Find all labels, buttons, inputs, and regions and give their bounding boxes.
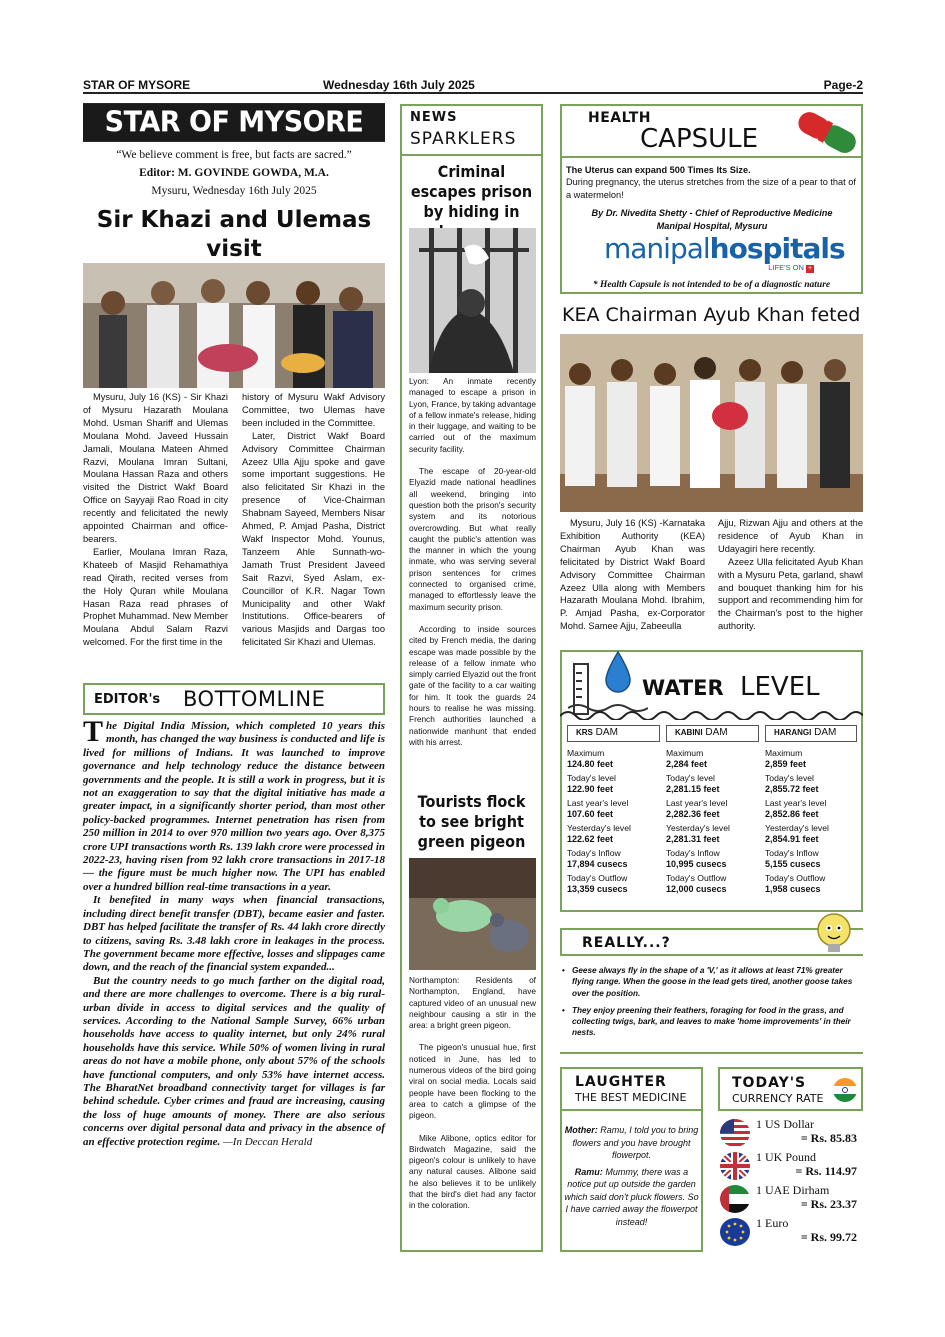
story2-para: Mike Alibone, optics editor for Birdwatch Magazine, said the pigeon's colour is unlikely to have any natural causes. Alibone said he also believes it to be unlikely that the bird's diet had any factor in the coloration. (409, 1132, 536, 1211)
health-byline-1: By Dr. Nivedita Shetty - Chief of Reproductive Medicine (591, 208, 833, 219)
dam-row-label: Maximum (666, 748, 704, 758)
dam-row (765, 823, 857, 845)
dam-row-value: 2,281.31 feet (666, 834, 720, 844)
dam-name (666, 725, 759, 742)
dam-row-label: Yesterday's level (567, 823, 631, 833)
dam-row (567, 848, 660, 870)
dam-row-value: 12,000 cusecs (666, 884, 727, 894)
kea-para: Mysuru, July 16 (KS) -Karnataka Exhibition Authority (KEA) Chairman Ayub Khan was felicitated by District Wakf Board Advisory Committee Chairman Azeez Ulla along with Members Hazarath Moulana Mohd. Ibrahim, P. Amjad Pasha, ex-Corporator Mohd. Samee Ajju, Zabeeulla (560, 518, 705, 632)
dam-row-value: 1,958 cusecs (765, 884, 821, 894)
prison-photo (409, 228, 536, 373)
dam-row-label: Today's Inflow (567, 848, 621, 858)
prison-bars-image (409, 228, 536, 373)
capsule-icon (792, 108, 864, 158)
editorial-body (83, 715, 385, 1149)
sparklers-story2-headline: Tourists flock to see bright green pigeon (417, 792, 526, 851)
dam-row-label: Yesterday's level (765, 823, 829, 833)
health-disclaimer: * Health Capsule is not intended to be of a diagnostic nature (592, 280, 831, 290)
currency-row (720, 1117, 863, 1147)
dam-row (666, 748, 759, 770)
lead-para: Earlier, Moulana Imran Raza, Khateeb of Masjid Rehamathiya read Qirath, recited verses from the Holy Quran while Moulana Hasan Raza read phrases of Prophet Muhammad. New Member Moulana Abdul Salam Razvi welcomed. For the first time in the (83, 546, 228, 648)
laughter-body (564, 1124, 699, 1228)
manipal-logo-part2: hospitals (709, 232, 845, 265)
dam-row-value: 2,854.91 feet (765, 834, 819, 844)
dam-row-value: 107.60 feet (567, 809, 614, 819)
dam-row (666, 823, 759, 845)
dam-row-label: Today's Inflow (666, 848, 720, 858)
dam-row (666, 873, 759, 895)
dam-row-label: Last year's level (666, 798, 728, 808)
pigeon-photo (409, 858, 536, 970)
sparklers-label-1: NEWS (410, 110, 458, 125)
editorial-dropcap: T (83, 715, 104, 748)
dam-row-label: Today's level (666, 773, 715, 783)
uae-flag-icon (720, 1185, 750, 1213)
dam-row-value: 17,894 cusecs (567, 859, 628, 869)
dam-name (567, 725, 660, 742)
dam-row-label: Yesterday's level (666, 823, 730, 833)
sparklers-label (400, 104, 543, 156)
dam-harangi (765, 725, 857, 895)
dam-row-label: Maximum (567, 748, 605, 758)
sparklers-story1-body (409, 376, 536, 759)
masthead-dateline: Mysuru, Wednesday 16th July 2025 (151, 185, 317, 197)
currency-value: = Rs. 114.97 (795, 1164, 857, 1178)
story2-para: The pigeon's unusual hue, first noticed in June, has led to numerous videos of the bird going viral on social media. Locals said people have been flocking to the area to catch a glimpse of the pigeon. (409, 1042, 536, 1121)
dam-name-rest: DAM (814, 727, 837, 738)
dam-row-label: Today's level (765, 773, 814, 783)
laughter-line (564, 1166, 699, 1229)
dam-row (567, 873, 660, 895)
health-title: The Uterus can expand 500 Times Its Size. (566, 165, 751, 175)
us-flag-icon (720, 1119, 750, 1147)
currency-row (720, 1183, 863, 1213)
dam-row (666, 773, 759, 795)
header-paper-name: STAR OF MYSORE (83, 78, 191, 92)
currency-name: 1 UAE Dirham (756, 1183, 830, 1197)
currency-name: 1 UK Pound (756, 1150, 817, 1164)
dam-row-value: 2,282.36 feet (666, 809, 720, 819)
really-divider (560, 1052, 863, 1054)
laughter-label (560, 1067, 703, 1111)
dam-kabini (666, 725, 759, 895)
laughter-speaker: Ramu: (574, 1166, 603, 1177)
laughter-label-1: LAUGHTER (575, 1074, 667, 1090)
story1-para: Lyon: An inmate recently managed to escape a prison in Lyon, France, by taking advantage of a fellow inmate's release, hiding in their luggage, and waiting to be carried out of the maximum security facility. (409, 376, 536, 454)
masthead-title: STAR OF MYSORE (83, 103, 385, 142)
lightbulb-icon (810, 910, 858, 962)
dam-row-value: 122.62 feet (567, 834, 614, 844)
plus-icon: + (807, 265, 813, 272)
laughter-speaker: Mother: (564, 1125, 598, 1135)
currency-list (720, 1117, 863, 1246)
dam-row-value: 5,155 cusecs (765, 859, 821, 869)
dam-row-label: Maximum (765, 748, 803, 758)
dam-row (567, 748, 660, 770)
dam-row (666, 798, 759, 820)
really-item-text: They enjoy preening their feathers, foraging for food in the grass, and collecting twigs, bark, and leaves to make 'home improvements' in their nests. (572, 1005, 851, 1038)
dam-name-rest: DAM (595, 727, 618, 738)
editorial-para: But the country needs to go much farther on the digital road, and there are more challenges to overcome. There is a big rural-urban divide in access to digital services and the quality of services. According to the National Sample Survey, 66% urban households have access to quality internet, but only 24% rural households have this service. While 50% of women living in rural areas do not have a mobile phone, only about 57% of the schools have functional computers, and only 53% have internet access. The BharatNet broadband connectivity target for villages is far behind schedule. Cyber crimes and fraud are increasing, causing the loss of huge amounts of money. There are also serious concerns over digital personal data and privacy in the absence of an effective protection regime. (83, 974, 385, 1148)
dam-row-label: Today's Outflow (567, 873, 628, 883)
lead-photo-image (83, 263, 385, 388)
currency-value: = Rs. 23.37 (800, 1197, 857, 1211)
dam-row-value: 124.80 feet (567, 759, 614, 769)
dam-row-value: 2,855.72 feet (765, 784, 819, 794)
really-item-text: Geese always fly in the shape of a 'V,' as it allows at least 71% greater flying range. When the goose in the lead gets tired, another goose takes over the position. (572, 966, 853, 998)
kea-para: Ajju, Rizwan Ajju and others at the residence of Ayub Khan in Udayagiri here recently. (718, 518, 863, 554)
dam-row (567, 773, 660, 795)
dam-row-label: Today's Outflow (666, 873, 727, 883)
laughter-line (564, 1124, 699, 1162)
dam-row (666, 848, 759, 870)
water-label-2: LEVEL (740, 672, 820, 702)
laughter-text: Ramu, I told you to bring flowers and you have brought flowerpot. (572, 1125, 699, 1160)
editorial-label-bold: EDITOR's (94, 692, 161, 707)
dam-name-bold: HARANGI (774, 728, 812, 737)
dam-row-value: 2,281.15 feet (666, 784, 720, 794)
editorial-label-rest: BOTTOMLINE (183, 687, 326, 711)
masthead-editor: Editor: M. GOVINDE GOWDA, M.A. (139, 167, 329, 179)
masthead-motto: “We believe comment is free, but facts are sacred.” (116, 149, 352, 161)
dam-row-value: 122.90 feet (567, 784, 614, 794)
health-label-2: CAPSULE (640, 124, 759, 154)
india-flag-icon (832, 1077, 858, 1103)
lead-photo (83, 263, 385, 388)
dam-name-rest: DAM (705, 727, 728, 738)
health-label (560, 104, 863, 158)
editorial-label-box (83, 683, 385, 715)
health-label-1: HEALTH (588, 110, 651, 126)
uk-flag-icon (720, 1152, 750, 1180)
green-pigeon-image (409, 858, 536, 970)
dam-name-bold: KRS (576, 728, 593, 737)
kea-headline: KEA Chairman Ayub Khan feted (562, 304, 861, 326)
dam-row (765, 873, 857, 895)
editorial-para: It benefited in many ways when financial transactions, including direct benefit transfer (DBT), became easier and faster. DBT has helped facilitate the transfer of Rs. 44 lakh crore directly to citizens, saving Rs. 3.48 lakh crore in leakages in the process. The government became more effective, losses and slippages came down, and the reach of the financial system expanded... (83, 894, 385, 974)
bullet-icon: • (562, 966, 565, 975)
really-item (560, 1005, 863, 1039)
lead-para: Later, District Wakf Board Advisory Committee Chairman Azeez Ulla Ajju spoke and gave some important suggestions. He also felicitated Sir Khazi in the presence of Vice-Chairman Shabnam Sayeed, Members Nisar Ahmed, P. Amjad Pasha, District Wakf Inspector Mohd. Younus, Tanzeem Ahle Sunnath-wo-Jamath Trust President Javeed Sait Razvi, Syed Aslam, ex-Councillor of K.R. Nagar Town Municipality and other Wakf Institutions. Office-bearers of various Masjids and Dargas too felicitated Sir Khazi and Ulemas. (242, 430, 385, 648)
currency-name: 1 Euro (756, 1216, 789, 1230)
dam-row (567, 823, 660, 845)
eu-flag-icon (720, 1218, 750, 1246)
dam-row (765, 773, 857, 795)
dam-row-value: 13,359 cusecs (567, 884, 628, 894)
health-body (566, 164, 858, 232)
dam-row-label: Today's level (567, 773, 616, 783)
laughter-text: Mummy, there was a notice put up outside the garden which said don't pluck flowers. So I have carried away the flowerpot instead! (564, 1166, 699, 1227)
sparklers-label-2: SPARKLERS (410, 129, 517, 149)
currency-value: = Rs. 99.72 (800, 1230, 857, 1244)
dam-row-value: 2,852.86 feet (765, 809, 819, 819)
manipal-logo-text (604, 232, 845, 265)
sparklers-story2-body (409, 975, 536, 1223)
dam-row-label: Last year's level (567, 798, 629, 808)
dam-row (765, 748, 857, 770)
lead-column-1 (83, 391, 228, 649)
currency-name: 1 US Dollar (756, 1117, 814, 1131)
water-label-1: WATER (642, 676, 724, 700)
dam-row (567, 798, 660, 820)
manipal-tagline-text: LIFE'S ON (768, 263, 804, 272)
dam-row-label: Last year's level (765, 798, 827, 808)
dam-row (765, 798, 857, 820)
lead-column-2 (242, 391, 385, 649)
header-date: Wednesday 16th July 2025 (323, 78, 475, 92)
dam-name (765, 725, 857, 742)
dam-row-label: Today's Inflow (765, 848, 819, 858)
currency-label-1: TODAY'S (732, 1075, 807, 1091)
editorial-source: —In Deccan Herald (223, 1135, 313, 1148)
dam-row-value: 10,995 cusecs (666, 859, 727, 869)
dam-row (765, 848, 857, 870)
kea-photo (560, 334, 863, 512)
lead-para: Mysuru, July 16 (KS) - Sir Khazi of Mysuru Hazarath Moulana Mohd. Usman Shariff and Ulemas Moulana Mohd. Javeed Hussain Jamali, Moulana Mateen Ahmed Razvi, Moulana Imran Sultani, Moulana Hassan Raza and others visited the District Wakf Board Office on Sayyaji Rao Road in city recently and felicitated the newly appointed Chairman and office-bearers. (83, 392, 228, 544)
currency-row (720, 1216, 863, 1246)
currency-value: = Rs. 85.83 (800, 1131, 857, 1145)
lead-body (83, 391, 385, 671)
dam-name-bold: KABINI (675, 728, 703, 737)
really-list (560, 965, 863, 1039)
manipal-logo-part1: manipal (604, 232, 710, 265)
really-item (560, 965, 863, 999)
manipal-tagline (768, 263, 814, 273)
kea-column-2 (718, 517, 863, 633)
kea-column-1 (560, 517, 705, 633)
kea-para: Azeez Ulla felicitated Ayub Khan with a Mysuru Peta, garland, shawl and bouquet thanking him for his support and recommending him for the Chairman's post to the higher authority. (718, 556, 863, 632)
header-page-number: Page-2 (823, 78, 863, 92)
editorial-para: he Digital India Mission, which completed 10 years this month, has changed the way business is conducted and life is lived for millions of Indians. It was launched to improve governance and help technology reduce the distance between governments and the people. It is still a work in progress, but it is not an exaggeration to say that the digital initiative has made a greater impact, in a significantly shorter period, than most other policy-backed programmes. Internet penetration has risen from 250 million in 2014 to over 970 million two years ago. Over 8,375 crore UPI transactions worth Rs. 139 lakh crore were processed in 2022-23, having risen from 92 lakh crore transactions in 2017-18 — the figure must be much higher now. The UPI has enabled over a hundred billion real-time transactions in a year. (83, 720, 385, 893)
dam-row-value: 2,284 feet (666, 759, 708, 769)
dam-row-value: 2,859 feet (765, 759, 807, 769)
dam-table (567, 725, 857, 905)
story1-para: According to inside sources cited by French media, the daring escape was made possible by the release of a fellow inmate who simply carried Elyazid out the front gate of the facility to a car waiting for him. It took the guards 24 hours to realise he was missing. French authorities launched a nationwide manhunt that ended with his arrest. (409, 623, 536, 747)
story2-para: Northampton: Residents of Northampton, England, have captured video of an unusual new neighbour causing a stir in the area: a bright green pigeon. (409, 975, 536, 1031)
kea-felicitation-image (560, 334, 863, 512)
lead-headline-line1: Sir Khazi and Ulemas visit (96, 207, 372, 262)
masthead-info (83, 146, 385, 200)
bullet-icon: • (562, 1005, 565, 1015)
water-wave-divider (560, 706, 863, 720)
really-label: REALLY...? (582, 935, 671, 951)
health-byline-2: Manipal Hospital, Mysuru (656, 220, 768, 231)
dam-row-label: Today's Outflow (765, 873, 826, 883)
page-header (83, 78, 863, 94)
kea-body (560, 517, 863, 647)
currency-row (720, 1150, 863, 1180)
story1-para: The escape of 20-year-old Elyazid made national headlines all weekend, bringing into question both the prison's security system and its notorious overcrowding. But what really caught the public's attention was the manner in which the young inmate, who was serving several prison sentences for crimes connected to organised crime, managed to effortlessly leave the maximum security prison. (409, 466, 536, 612)
health-text: During pregnancy, the uterus stretches from the size of a pear to that of a watermelon! (566, 177, 856, 200)
sparklers-story1-headline: Criminal escapes prison by hiding in (410, 162, 533, 221)
currency-label-2: CURRENCY RATE (732, 1092, 824, 1105)
laughter-label-2: THE BEST MEDICINE (575, 1091, 687, 1104)
currency-label (718, 1067, 863, 1111)
dam-krs (567, 725, 660, 895)
lead-para: history of Mysuru Wakf Advisory Committee, two Ulemas have been included in the Committee. (242, 392, 385, 428)
manipal-logo (604, 232, 845, 272)
